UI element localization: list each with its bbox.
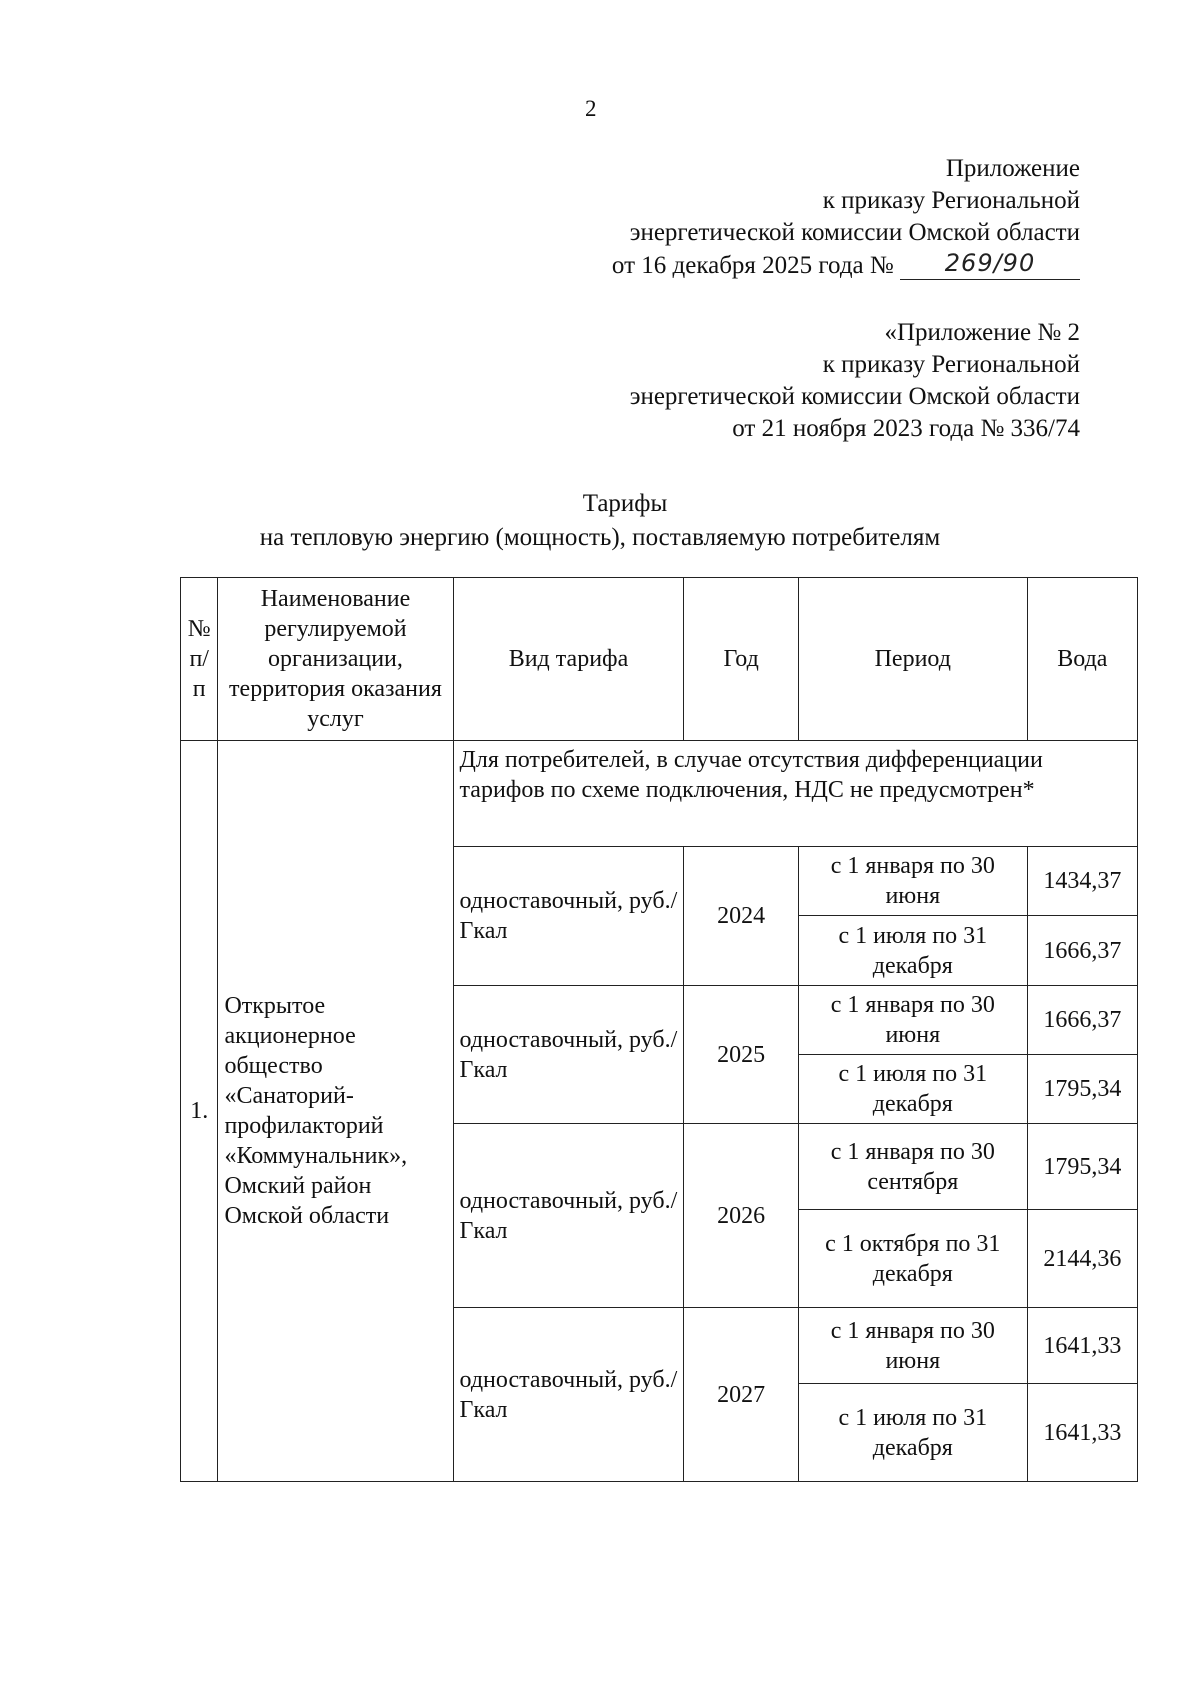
appendix-header [612, 153, 1080, 282]
appendix-line-4 [612, 249, 1080, 282]
original-appendix-line-4: от 21 ноября 2023 года № 336/74 [732, 415, 1080, 442]
value-2027-1: 1641,33 [1027, 1308, 1137, 1384]
title-line-2: на тепловую энергию (мощность), поставляемую потребителям [259, 524, 941, 551]
year-2024: 2024 [684, 847, 798, 986]
value-2024-1: 1434,37 [1027, 847, 1137, 916]
original-appendix-line-3: энергетической комиссии Омской области [629, 383, 1080, 410]
header-organization: Наименование регулируемой организации, территория оказания услуг [218, 578, 453, 741]
appendix-line-1: Приложение [945, 155, 1080, 182]
header-tariff-type: Вид тарифа [453, 578, 684, 741]
order-date-text: от 16 декабря 2025 года № [611, 252, 894, 279]
year-2027: 2027 [684, 1308, 798, 1482]
document-title [0, 487, 1200, 555]
original-appendix-header [630, 317, 1080, 445]
period-2027-2: с 1 июля по 31 декабря [798, 1384, 1027, 1482]
value-2026-2: 2144,36 [1027, 1210, 1137, 1308]
period-2024-2: с 1 июля по 31 декабря [798, 916, 1027, 986]
period-2027-1: с 1 января по 30 июня [798, 1308, 1027, 1384]
consumer-group-label: Для потребителей, в случае отсутствия дифференциации тарифов по схеме подключения, НДС не предусмотрен* [453, 741, 1137, 847]
title-line-1: Тарифы [582, 490, 668, 517]
year-2026: 2026 [684, 1124, 798, 1308]
value-2026-1: 1795,34 [1027, 1124, 1137, 1210]
original-appendix-line-2: к приказу Региональной [822, 351, 1080, 378]
handwritten-order-number: 269/90 [900, 247, 1080, 280]
header-year: Год [684, 578, 798, 741]
appendix-line-2: к приказу Региональной [822, 187, 1080, 214]
tariff-type-2025: одноставочный, руб./Гкал [453, 986, 684, 1124]
value-2024-2: 1666,37 [1027, 916, 1137, 986]
original-appendix-line-1: «Приложение № 2 [884, 319, 1080, 346]
tariffs-table [180, 577, 1138, 1482]
year-2025: 2025 [684, 986, 798, 1124]
period-2025-1: с 1 января по 30 июня [798, 986, 1027, 1055]
tariff-type-2027: одноставочный, руб./Гкал [453, 1308, 684, 1482]
period-2025-2: с 1 июля по 31 декабря [798, 1055, 1027, 1124]
period-2026-1: с 1 января по 30 сентября [798, 1124, 1027, 1210]
value-2027-2: 1641,33 [1027, 1384, 1137, 1482]
appendix-line-3: энергетической комиссии Омской области [629, 219, 1080, 246]
header-water: Вода [1027, 578, 1137, 741]
value-2025-2: 1795,34 [1027, 1055, 1137, 1124]
period-2026-2: с 1 октября по 31 декабря [798, 1210, 1027, 1308]
page-number: 2 [585, 96, 597, 121]
period-2024-1: с 1 января по 30 июня [798, 847, 1027, 916]
table-header-row [181, 578, 1138, 741]
table-row [181, 741, 1138, 847]
organization-name: Открытое акционерное общество «Санаторий-профилакторий «Коммунальник», Омский район Омской области [218, 741, 453, 1482]
tariff-type-2024: одноставочный, руб./Гкал [453, 847, 684, 986]
tariff-type-2026: одноставочный, руб./Гкал [453, 1124, 684, 1308]
header-period: Период [798, 578, 1027, 741]
value-2025-1: 1666,37 [1027, 986, 1137, 1055]
header-num: № п/п [181, 578, 218, 741]
row-number: 1. [181, 741, 218, 1482]
